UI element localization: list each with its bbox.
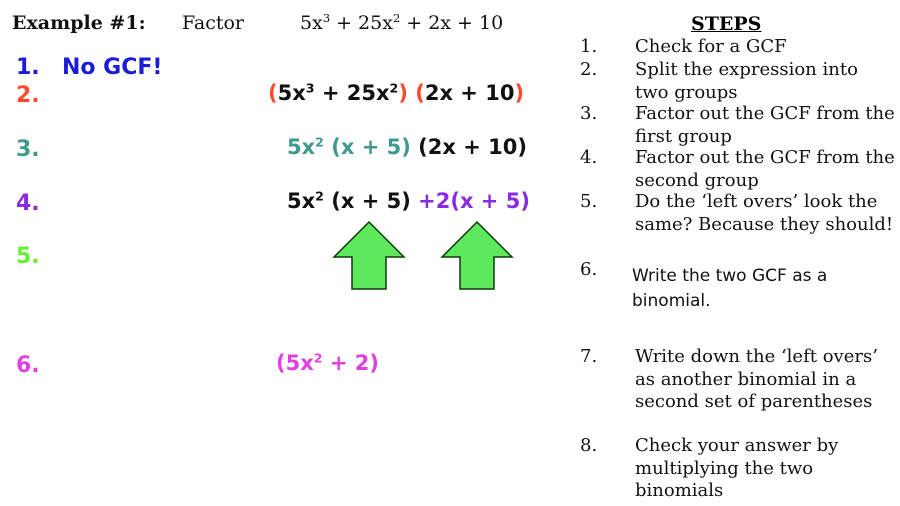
- row-5-number: 5.: [16, 244, 40, 269]
- step-number: 3.: [580, 103, 598, 124]
- factor-label: Factor: [182, 12, 245, 34]
- row-4-expression: $5x^2$ (x + 5) +2(x + 5): [287, 188, 530, 213]
- step-text: Check your answer by multiplying the two binomials: [635, 435, 839, 501]
- step-number: 1.: [580, 36, 598, 57]
- row-1-number: 1.: [16, 55, 40, 80]
- step-number: 7.: [580, 346, 598, 367]
- step-text: Check for a GCF: [635, 36, 787, 57]
- row-3-number: 3.: [16, 137, 40, 162]
- row-4-number: 4.: [16, 191, 40, 216]
- step-text: Write the two GCF as a binomial.: [632, 266, 828, 311]
- step-text: Factor out the GCF from the second group: [635, 147, 895, 191]
- row-2-expression: $(5x^3 + 25x^2) (2x + 10)$: [268, 80, 525, 105]
- no-gcf-text: No GCF!: [62, 55, 163, 80]
- step-number: 4.: [580, 147, 598, 168]
- up-arrow-icon: [440, 220, 515, 292]
- step-number: 2.: [580, 59, 598, 80]
- steps-title: STEPS: [691, 13, 762, 35]
- step-text: Write down the ‘left overs’ as another binomial in a second set of parentheses: [635, 346, 878, 412]
- problem-expression: $5x^3 + 25x^2 + 2x + 10$: [300, 11, 504, 34]
- example-label: Example #1:: [12, 12, 146, 34]
- up-arrow-icon: [332, 220, 407, 292]
- step-number: 5.: [580, 191, 598, 212]
- step-text: Split the expression into two groups: [635, 59, 858, 103]
- step-text: Factor out the GCF from the first group: [635, 103, 895, 147]
- step-number: 8.: [580, 435, 598, 456]
- row-6-number: 6.: [16, 353, 40, 378]
- row-6-expression: $(5x^2 + 2)$: [276, 350, 379, 375]
- step-number: 6.: [580, 259, 598, 280]
- row-2-number: 2.: [16, 83, 40, 108]
- row-3-expression: $5x^2$ (x + 5) (2x + 10): [287, 134, 527, 159]
- step-text: Do the ‘left overs’ look the same? Because they should!: [635, 191, 894, 235]
